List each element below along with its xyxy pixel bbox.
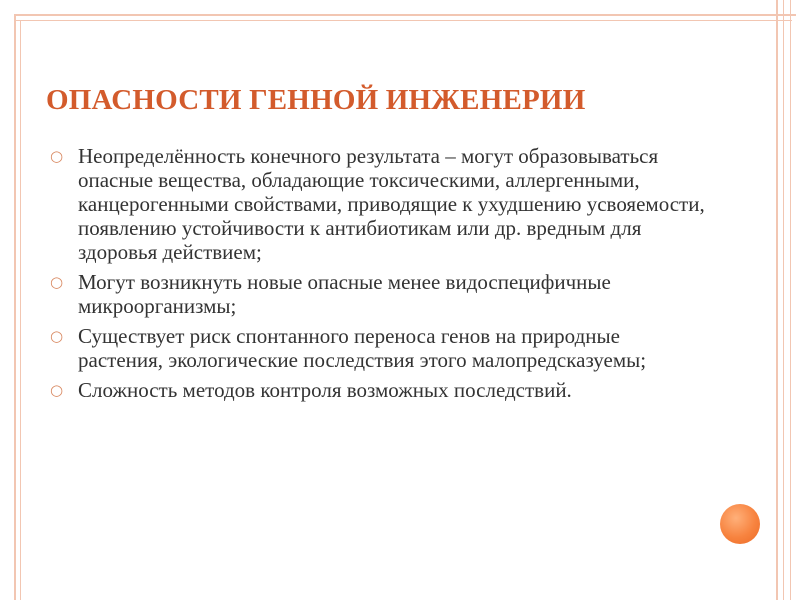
frame-line-left-inner [20, 20, 21, 600]
bullet-item [46, 270, 706, 318]
bullet-item [46, 324, 706, 372]
bullet-text: Неопределённость конечного результата – могут образовываться опасные вещества, обладающие токсическими, аллергенными, канцерогенными свойствами, приводящие к ухудшению усвояемости, появлению устойчивости к антибиотикам или др. вредным для здоровья действием; [78, 144, 705, 264]
hollow-circle-bullet-icon: ○ [50, 381, 64, 399]
bullet-item [46, 378, 706, 402]
slide-title: ОПАСНОСТИ ГЕННОЙ ИНЖЕНЕРИИ [46, 84, 586, 116]
frame-line-top-inner [14, 20, 792, 21]
frame-line-right-middle [783, 0, 784, 600]
bullet-list [46, 144, 706, 408]
frame-line-right-outer [790, 0, 791, 600]
frame-line-top [14, 14, 796, 16]
bullet-text: Могут возникнуть новые опасные менее видоспецифичные микроорганизмы; [78, 270, 611, 318]
bullet-text: Сложность методов контроля возможных последствий. [78, 378, 572, 402]
bullet-item [46, 144, 706, 264]
hollow-circle-bullet-icon: ○ [50, 273, 64, 291]
hollow-circle-bullet-icon: ○ [50, 147, 64, 165]
decorative-orange-circle-icon [720, 504, 760, 544]
bullet-text: Существует риск спонтанного переноса генов на природные растения, экологические последствия этого малопредсказуемы; [78, 324, 647, 372]
frame-line-left [14, 14, 16, 600]
frame-line-right [776, 0, 778, 600]
hollow-circle-bullet-icon: ○ [50, 327, 64, 345]
